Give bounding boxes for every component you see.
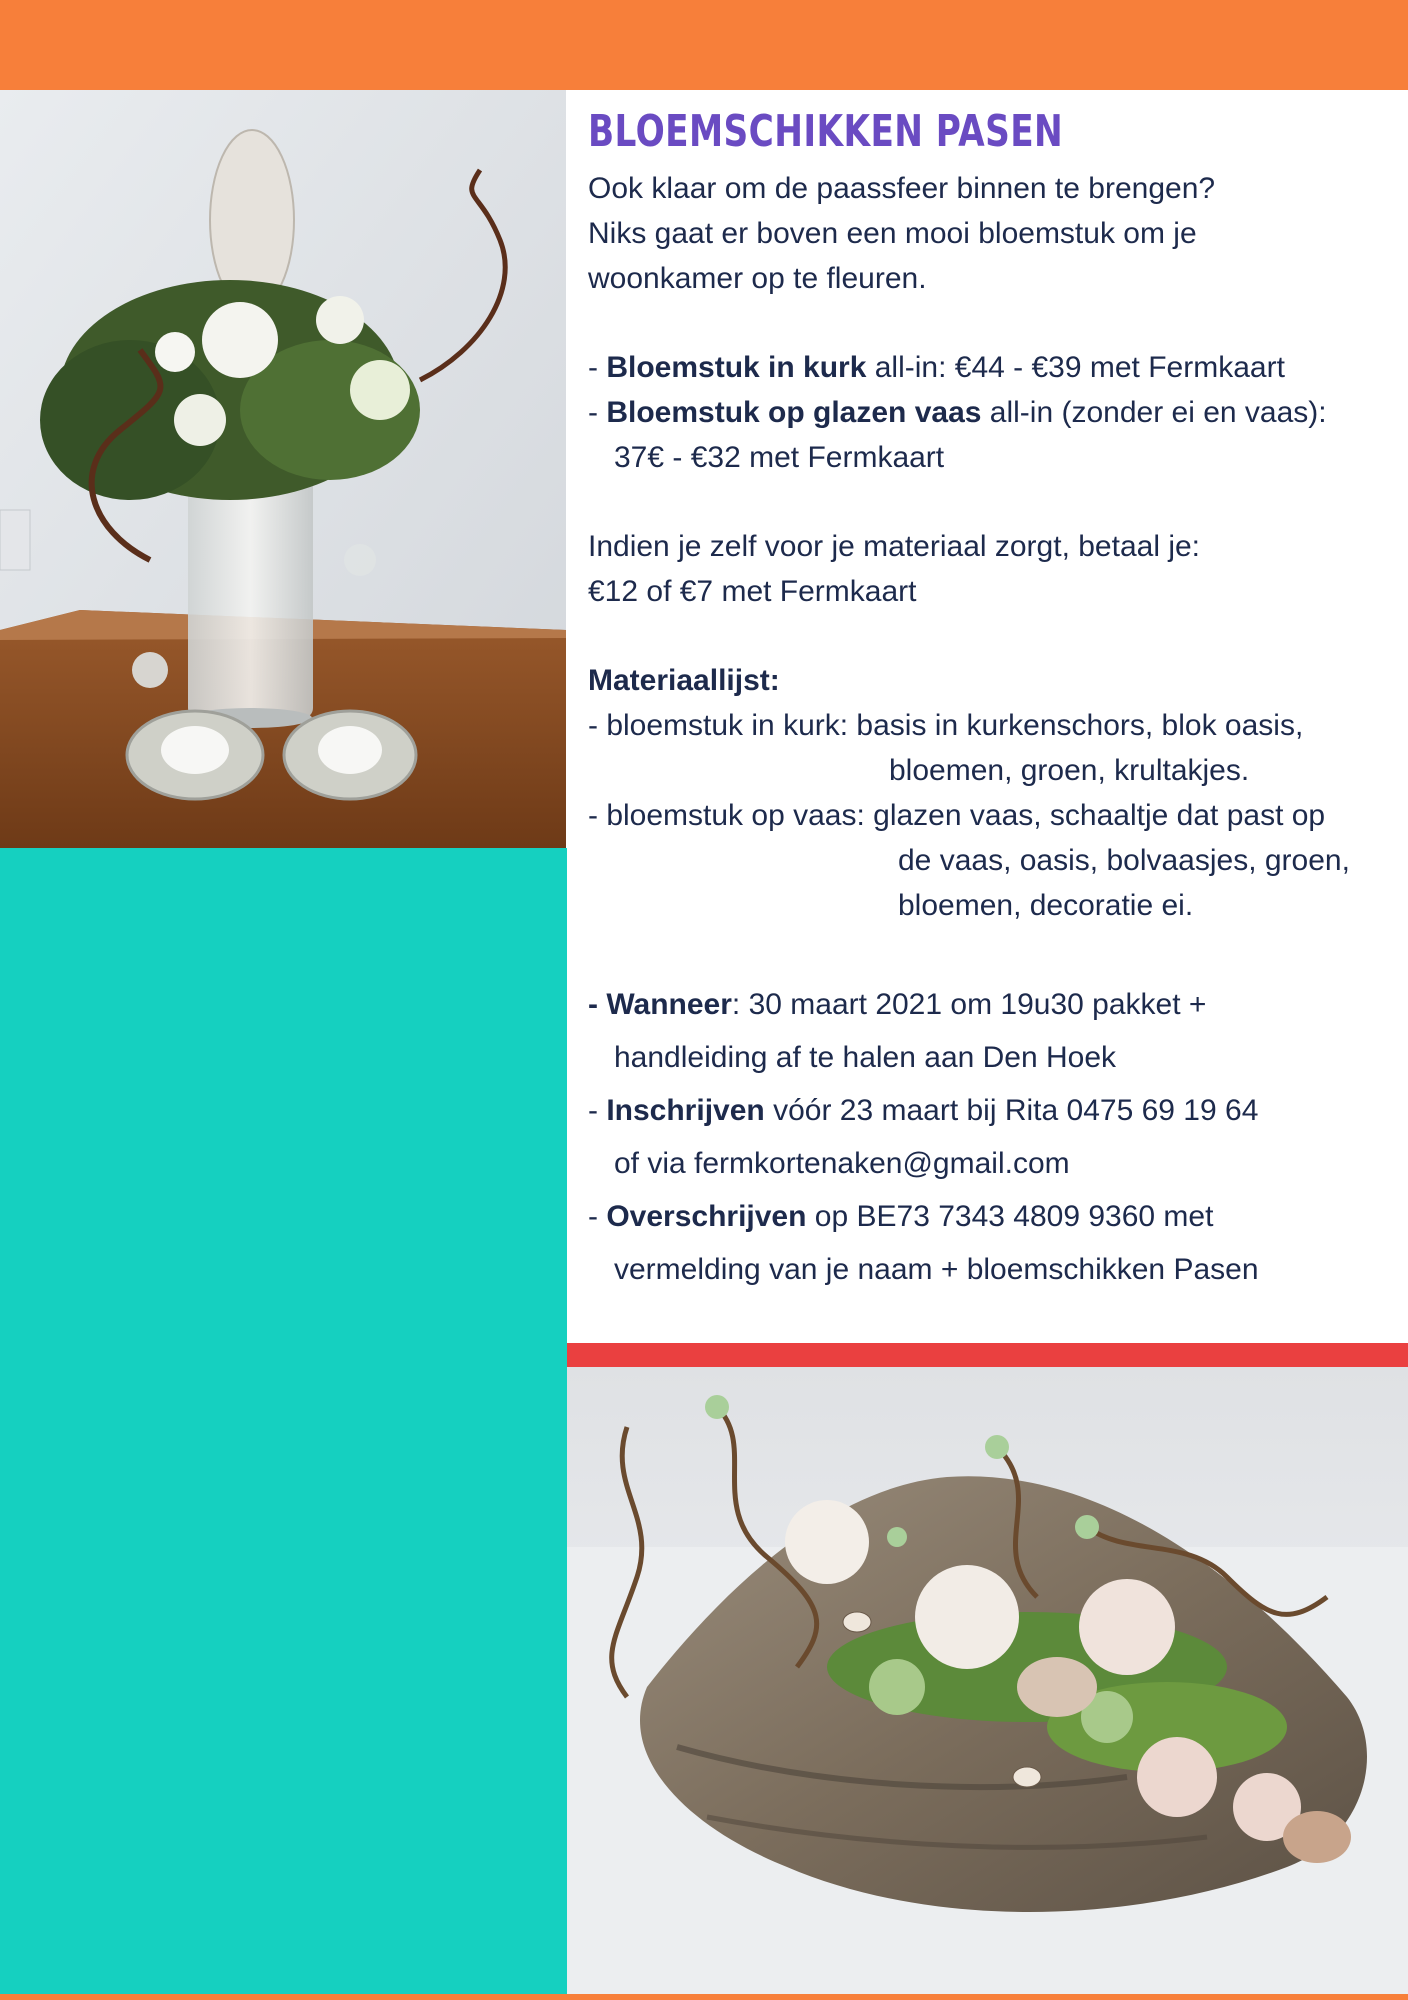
info-inschrijven-value: vóór 23 maart bij Rita 0475 69 19 64 <box>764 1094 1259 1127</box>
bullet-dash: - <box>588 351 607 384</box>
info-overschrijven-cont: vermelding van je naam + bloemschikken Pasen <box>614 1253 1259 1286</box>
own-material-line: Indien je zelf voor je materiaal zorgt, betaal je: <box>588 530 1200 563</box>
cork-arrangement-image <box>567 1367 1408 1994</box>
practical-info <box>588 978 1393 1296</box>
info-wanneer-value: : 30 maart 2021 om 19u30 pakket + <box>731 988 1207 1021</box>
red-divider-bar <box>567 1343 1408 1367</box>
own-material-paragraph <box>588 524 1393 614</box>
own-material-line: €12 of €7 met Fermkaart <box>588 575 917 608</box>
material-vaas-lead: - bloemstuk op vaas: <box>588 799 874 832</box>
top-orange-bar <box>0 0 1408 90</box>
info-inschrijven <box>588 1084 1393 1137</box>
info-inschrijven-label: Inschrijven <box>606 1094 765 1127</box>
bullet-dash: - <box>588 988 607 1021</box>
material-kurk-items-cont: bloemen, groen, krultakjes. <box>889 754 1250 787</box>
offer-kurk <box>588 345 1393 390</box>
material-vaas-items: glazen vaas, schaaltje dat past op <box>873 799 1326 832</box>
material-kurk-items: basis in kurkenschors, blok oasis, <box>856 709 1304 742</box>
teal-color-block <box>0 848 567 1994</box>
info-inschrijven-email[interactable]: of via fermkortenaken@gmail.com <box>614 1147 1070 1180</box>
material-vaas <box>588 793 1393 838</box>
intro-paragraph <box>588 166 1393 301</box>
offer-vaas-name: Bloemstuk op glazen vaas <box>606 396 982 429</box>
offer-vaas-note: all-in (zonder ei en vaas): <box>981 396 1327 429</box>
info-wanneer-label: Wanneer <box>606 988 732 1021</box>
intro-line: Ook klaar om de paassfeer binnen te brengen? <box>588 172 1216 205</box>
material-list-heading <box>588 658 1393 703</box>
vase-arrangement-image <box>0 90 566 848</box>
offer-vaas <box>588 390 1393 435</box>
photo-vase-arrangement <box>0 90 566 848</box>
info-overschrijven-label: Overschrijven <box>606 1200 807 1233</box>
info-wanneer <box>588 978 1393 1031</box>
bottom-orange-bar <box>0 1994 1408 2000</box>
intro-line: Niks gaat er boven een mooi bloemstuk om je <box>588 217 1197 250</box>
material-list <box>588 658 1393 928</box>
offer-vaas-price: 37€ - €32 met Fermkaart <box>614 441 945 474</box>
offers-list <box>588 345 1393 480</box>
event-text-column <box>588 104 1393 1296</box>
photo-cork-arrangement <box>567 1367 1408 1994</box>
bullet-dash: - <box>588 1094 607 1127</box>
info-wanneer-cont: handleiding af te halen aan Den Hoek <box>614 1041 1117 1074</box>
info-overschrijven <box>588 1190 1393 1243</box>
bullet-dash: - <box>588 1200 607 1233</box>
material-kurk-lead: - bloemstuk in kurk: <box>588 709 857 742</box>
intro-line: woonkamer op te fleuren. <box>588 262 927 295</box>
page-title: BLOEMSCHIKKEN PASEN <box>588 106 1064 157</box>
material-vaas-items-cont: de vaas, oasis, bolvaasjes, groen, <box>898 844 1350 877</box>
offer-kurk-price: all-in: €44 - €39 met Fermkaart <box>866 351 1285 384</box>
offer-kurk-name: Bloemstuk in kurk <box>606 351 867 384</box>
bullet-dash: - <box>588 396 607 429</box>
material-kurk <box>588 703 1393 748</box>
material-vaas-items-cont: bloemen, decoratie ei. <box>898 889 1194 922</box>
info-overschrijven-value: op BE73 7343 4809 9360 met <box>806 1200 1214 1233</box>
material-heading-text: Materiaallijst: <box>588 664 780 697</box>
